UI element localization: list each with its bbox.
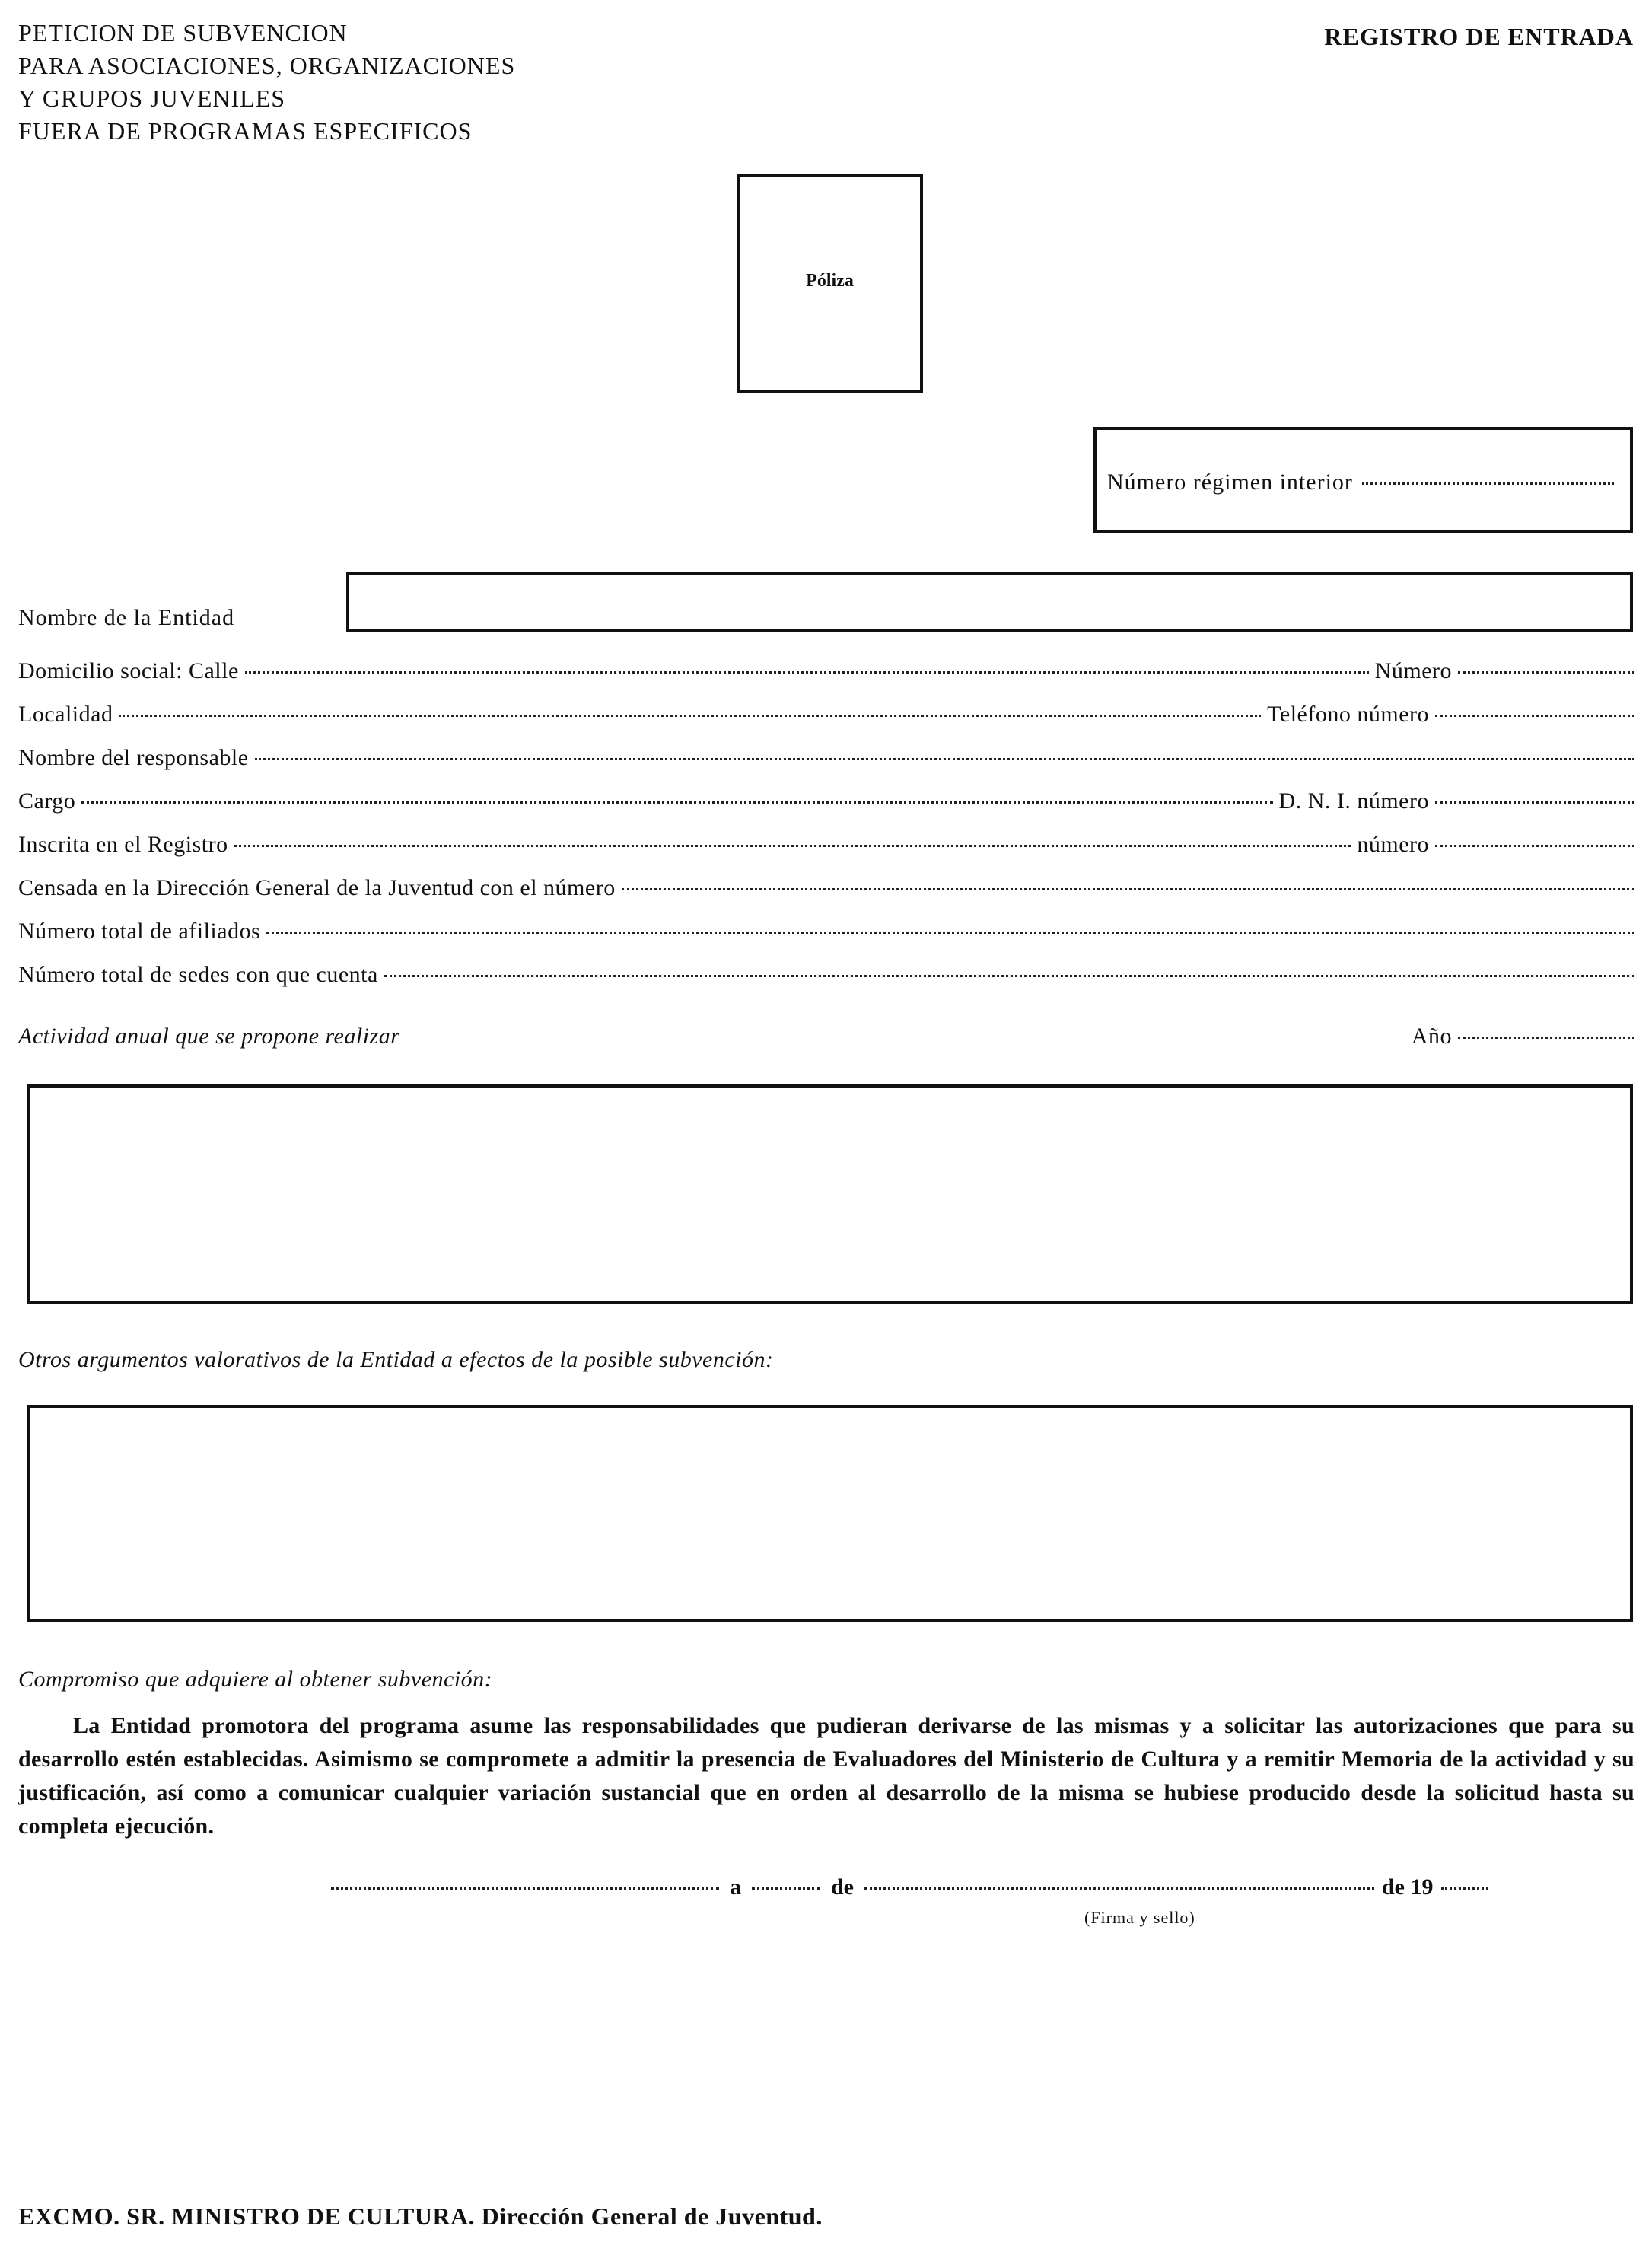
regimen-interior-field [1107,470,1614,495]
dni-label: D. N. I. número [1278,788,1429,814]
footer-ministro: EXCMO. SR. MINISTRO DE CULTURA. [18,2202,476,2230]
cargo-row [18,788,1634,819]
anio-firma-field[interactable] [1441,1887,1488,1890]
domicilio-label: Domicilio social: Calle [18,658,239,683]
afiliados-field[interactable] [266,932,1634,934]
nombre-entidad-input[interactable] [346,572,1633,632]
poliza-box [737,174,923,393]
firma-sello-label: (Firma y sello) [1084,1908,1195,1927]
cargo-field[interactable] [81,801,1272,804]
form-title-line: PARA ASOCIACIONES, ORGANIZACIONES [18,52,516,79]
anio-field[interactable] [1458,1037,1634,1039]
form-title [18,17,515,148]
dia-field[interactable] [752,1887,820,1890]
sedes-row [18,962,1634,992]
responsable-row [18,745,1634,775]
form-title-line: Y GRUPOS JUVENILES [18,84,286,112]
otros-textarea[interactable] [27,1405,1633,1622]
cargo-label: Cargo [18,788,76,814]
afiliados-row [18,919,1634,949]
sedes-label: Número total de sedes con que cuenta [18,962,378,987]
calle-field[interactable] [245,671,1369,674]
footer-direccion: Dirección General de Juventud. [481,2202,823,2230]
censada-field[interactable] [622,888,1634,890]
lugar-field[interactable] [331,1887,719,1890]
mes-field[interactable] [864,1887,1374,1890]
responsable-label: Nombre del responsable [18,745,249,770]
regimen-interior-label: Número régimen interior [1107,470,1353,495]
actividad-textarea[interactable] [27,1084,1633,1304]
compromiso-label: Compromiso que adquiere al obtener subvención: [18,1667,493,1692]
registro-numero-field[interactable] [1435,845,1634,847]
compromiso-paragraph: La Entidad promotora del programa asume las responsabilidades que pudieran derivarse de las mismas y a solicitar las autorizaciones que para su desarrollo estén establecidas. Asimismo se compromete a admitir la presencia de Evaluadores del Ministerio de Cultura y a remitir Memoria de la actividad y su justificación, así como a comunicar cualquier variación sustancial que en orden al desarrollo de la misma se hubiese producido desde la solicitud hasta su completa ejecución. [18,1713,1634,1839]
localidad-label: Localidad [18,702,113,727]
afiliados-label: Número total de afiliados [18,919,261,944]
registro-entrada: REGISTRO DE ENTRADA [1324,23,1634,50]
numero-label: Número [1374,658,1452,683]
fecha-a: a [730,1874,741,1900]
otros-label: Otros argumentos valorativos de la Entidad a efectos de la posible subvención: [18,1347,774,1372]
compromiso-text [18,1709,1634,1843]
form-title-line: FUERA DE PROGRAMAS ESPECIFICOS [18,117,473,145]
telefono-field[interactable] [1435,715,1634,717]
fecha-line [331,1874,1518,1900]
domicilio-row [18,658,1634,689]
registro-field[interactable] [234,845,1351,847]
censada-label: Censada en la Dirección General de la Juventud con el número [18,875,616,900]
actividad-label: Actividad anual que se propone realizar [18,1024,400,1049]
dni-field[interactable] [1435,801,1634,804]
poliza-label: Póliza [806,271,854,291]
localidad-row [18,702,1634,732]
form-title-line: PETICION DE SUBVENCION [18,19,348,46]
regimen-interior-box [1093,427,1633,533]
fecha-de19: de 19 [1382,1874,1434,1900]
telefono-label: Teléfono número [1267,702,1429,727]
responsable-field[interactable] [255,758,1634,760]
registro-label: Inscrita en el Registro [18,832,228,857]
censada-row [18,875,1634,906]
registro-row [18,832,1634,862]
registro-numero-label: número [1357,832,1429,857]
numero-field[interactable] [1458,671,1634,674]
nombre-entidad-label: Nombre de la Entidad [18,605,235,630]
localidad-field[interactable] [119,715,1261,717]
regimen-interior-dots[interactable] [1362,482,1614,485]
footer-addressee [18,2202,823,2231]
actividad-row [18,1024,1634,1054]
fecha-de: de [831,1874,854,1900]
anio-label: Año [1411,1024,1452,1049]
sedes-field[interactable] [384,975,1634,977]
